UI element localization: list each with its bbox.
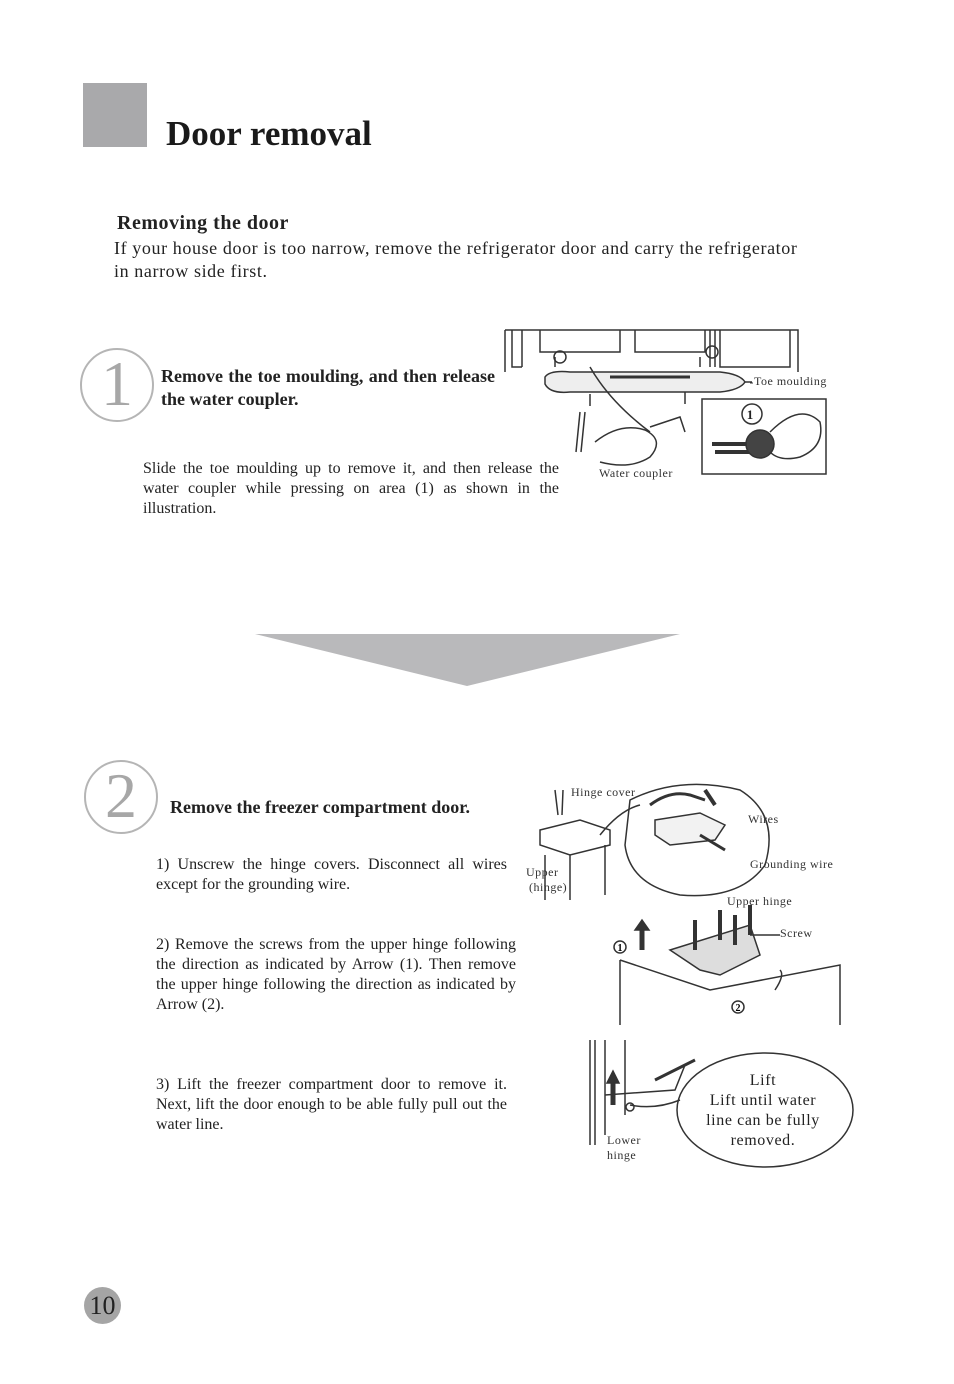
hinge-paren-label: (hinge) — [529, 880, 568, 894]
upper-hinge-label: Upper hinge — [727, 894, 793, 908]
step2-instruction-1: 1) Unscrew the hinge covers. Disconnect all wires except for the grounding wire. — [156, 856, 507, 893]
lower-label: Lower — [607, 1133, 641, 1147]
lift-bubble — [698, 1071, 828, 1151]
toe-moulding-illustration — [500, 322, 880, 492]
hinge-label: hinge — [607, 1148, 637, 1162]
step1-heading: Remove the toe moulding, and then release the water coupler. — [161, 366, 495, 409]
step1-number: 1 — [101, 348, 133, 419]
step1-marker-label: 1 — [746, 407, 754, 422]
step2-number: 2 — [105, 760, 137, 831]
water-coupler-label: Water coupler — [599, 466, 673, 480]
upper-hinge-illustration — [600, 895, 860, 1030]
lift-bubble-text: Lift until water line can be fully removed. — [706, 1092, 820, 1149]
page-number: 10 — [84, 1287, 121, 1324]
section-marker-square — [83, 83, 147, 147]
upper-label: Upper — [526, 865, 559, 879]
step2-heading: Remove the freezer compartment door. — [170, 797, 471, 817]
arrow1-label: 1 — [617, 943, 623, 954]
hinge-cover-label: Hinge cover — [571, 785, 636, 799]
step2-instruction-2: 2) Remove the screws from the upper hinge following the direction as indicated by Arrow (1). Then remove the upper hinge following the direction as indicated by Arrow (2). — [156, 936, 516, 1013]
toe-moulding-label: Toe moulding — [754, 374, 827, 388]
step2-number-circle — [84, 760, 158, 834]
page-title: Door removal — [166, 114, 372, 153]
step1-number-circle — [80, 348, 154, 422]
wires-label: Wires — [748, 812, 779, 826]
grounding-wire-label: Grounding wire — [750, 857, 834, 871]
lift-bubble-title: Lift — [749, 1072, 777, 1089]
step1-description: Slide the toe moulding up to remove it, and then release the water coupler while pressing on area (1) as shown in the illustration. — [143, 460, 559, 517]
arrow2-label: 2 — [735, 1003, 741, 1014]
intro-paragraph: If your house door is too narrow, remove the refrigerator door and carry the refrigerator in narrow side first. — [114, 238, 798, 281]
section-subheading: Removing the door — [117, 212, 289, 234]
screw-label: Screw — [780, 926, 813, 940]
step2-instruction-3: 3) Lift the freezer compartment door to remove it. Next, lift the door enough to be able fully pull out the water line. — [156, 1076, 507, 1133]
down-arrow — [255, 634, 681, 686]
